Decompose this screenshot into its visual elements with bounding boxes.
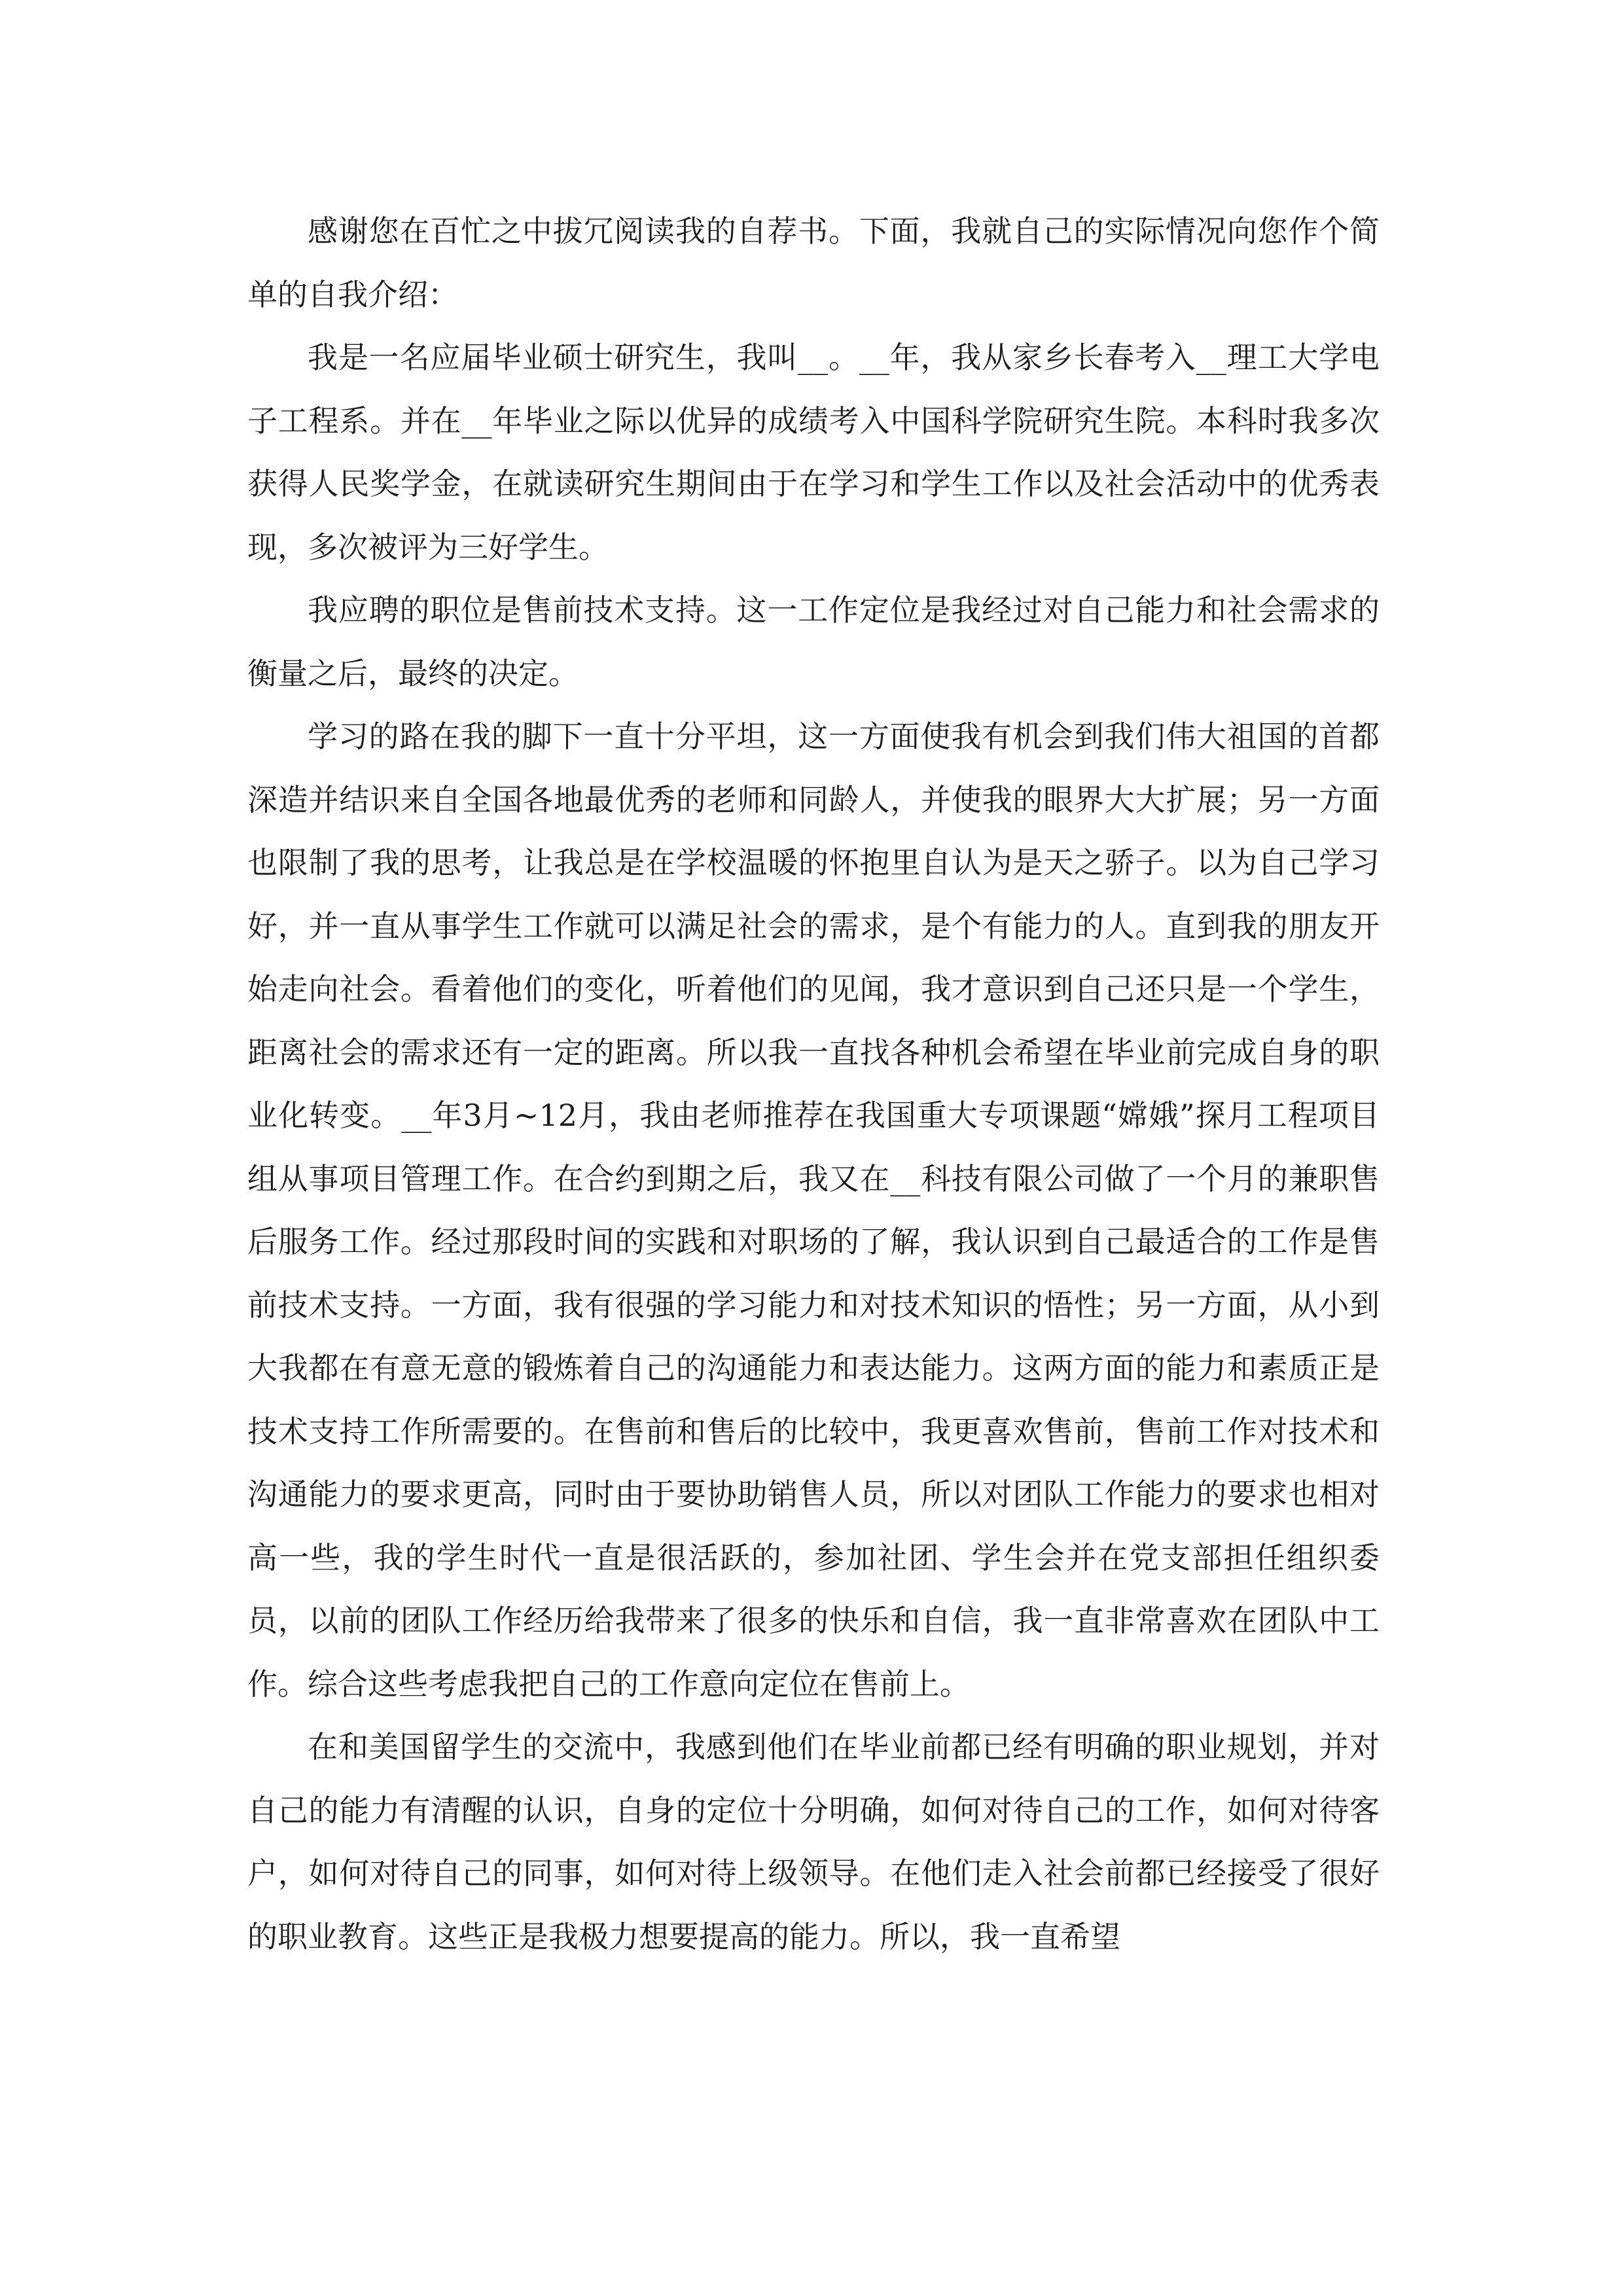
- paragraph-exchange: 在和美国留学生的交流中，我感到他们在毕业前都已经有明确的职业规划，并对自己的能力有清醒的认识，自身的定位十分明确，如何对待自己的工作，如何对待客户，如何对待自己的同事，如何对待上级领导。在他们走入社会前都已经接受了很好的职业教育。这些正是我极力想要提高的能力。所以，我一直希望: [247, 1729, 1380, 1954]
- paragraph-position: 我应聘的职位是售前技术支持。这一工作定位是我经过对自己能力和社会需求的衡量之后，最终的决定。: [247, 592, 1380, 691]
- paragraph-intro: 感谢您在百忙之中拔冗阅读我的自荐书。下面，我就自己的实际情况向您作个简单的自我介绍：: [247, 213, 1380, 312]
- paragraph-education: 我是一名应届毕业硕士研究生，我叫__。__年，我从家乡长春考入__理工大学电子工程系。并在__年毕业之际以优异的成绩考入中国科学院研究生院。本科时我多次获得人民奖学金，在就读研究生期间由于在学习和学生工作以及社会活动中的优秀表现，多次被评为三好学生。: [247, 340, 1380, 565]
- paragraph-experience: 学习的路在我的脚下一直十分平坦，这一方面使我有机会到我们伟大祖国的首都深造并结识来自全国各地最优秀的老师和同龄人，并使我的眼界大大扩展；另一方面也限制了我的思考，让我总是在学校温暖的怀抱里自认为是天之骄子。以为自己学习好，并一直从事学生工作就可以满足社会的需求，是个有能力的人。直到我的朋友开始走向社会。看着他们的变化，听着他们的见闻，我才意识到自己还只是一个学生，距离社会的需求还有一定的距离。所以我一直找各种机会希望在毕业前完成自身的职业化转变。__年3月~12月，我由老师推荐在我国重大专项课题“嫦娥”探月工程项目组从事项目管理工作。在合约到期之后，我又在__科技有限公司做了一个月的兼职售后服务工作。经过那段时间的实践和对职场的了解，我认识到自己最适合的工作是售前技术支持。一方面，我有很强的学习能力和对技术知识的悟性；另一方面，从小到大我都在有意无意的锻炼着自己的沟通能力和表达能力。这两方面的能力和素质正是技术支持工作所需要的。在售前和售后的比较中，我更喜欢售前，售前工作对技术和沟通能力的要求更高，同时由于要协助销售人员，所以对团队工作能力的要求也相对高一些，我的学生时代一直是很活跃的，参加社团、学生会并在党支部担任组织委员，以前的团队工作经历给我带来了很多的快乐和自信，我一直非常喜欢在团队中工作。综合这些考虑我把自己的工作意向定位在售前上。: [247, 719, 1380, 1702]
- document-body: [247, 200, 1380, 1968]
